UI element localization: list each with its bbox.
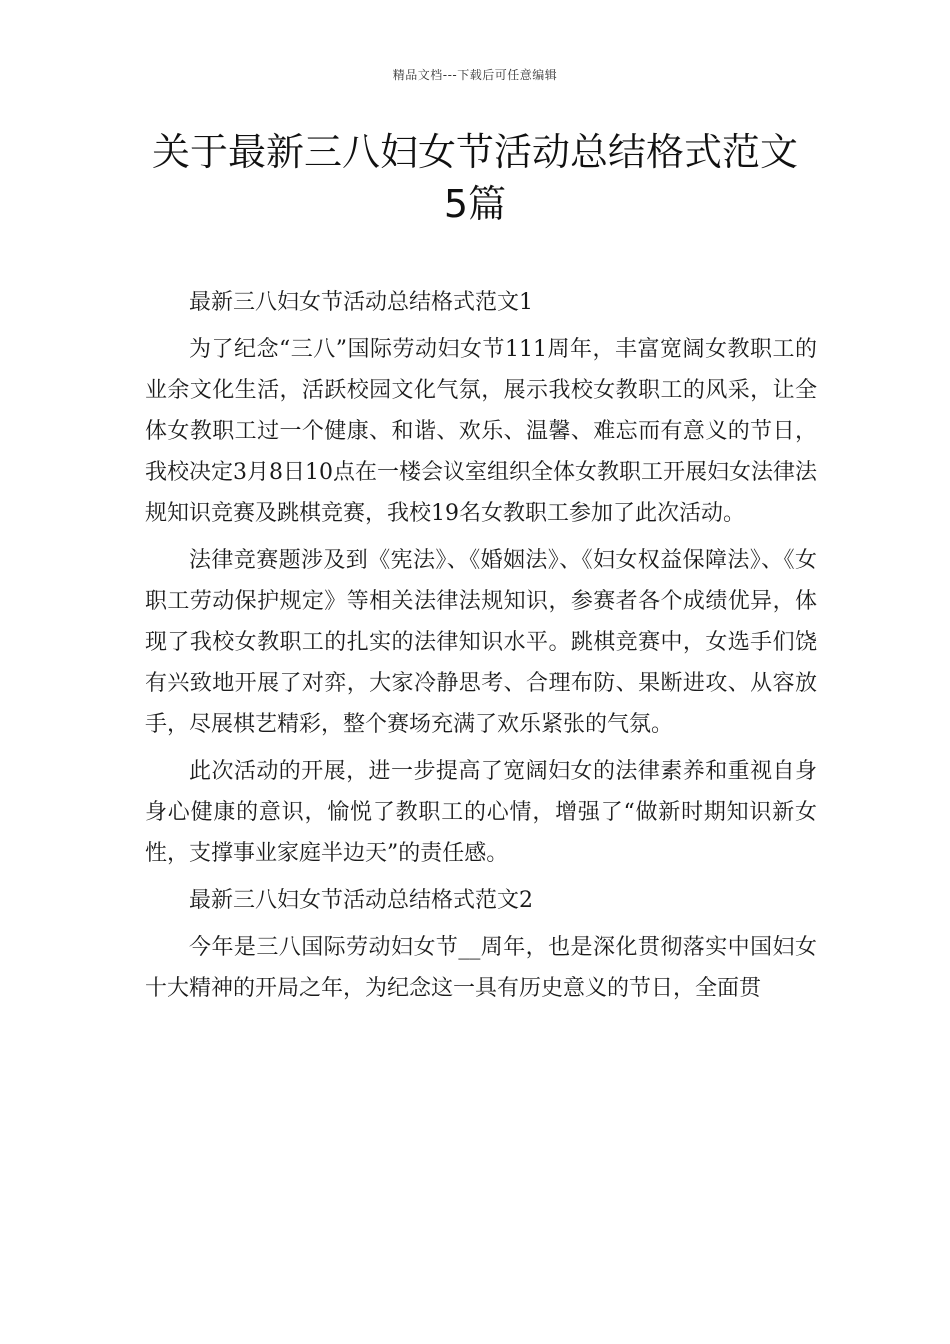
paragraph-4: 今年是三八国际劳动妇女节__周年，也是深化贯彻落实中国妇女十大精神的开局之年，为纪念这一具有历史意义的节日，全面贯 xyxy=(145,935,817,1001)
document-body xyxy=(145,282,817,1015)
document-title-line2: 5篇 xyxy=(443,182,507,226)
header-note: 精品文档---下载后可任意编辑 xyxy=(392,68,558,82)
section-heading-2: 最新三八妇女节活动总结格式范文2 xyxy=(189,888,533,913)
document-title xyxy=(100,126,850,230)
document-title-line1: 关于最新三八妇女节活动总结格式范文 xyxy=(151,130,798,174)
paragraph-1: 为了纪念“三八”国际劳动妇女节111周年，丰富宽阔女教职工的业余文化生活，活跃校园文化气氛，展示我校女教职工的风采，让全体女教职工过一个健康、和谐、欢乐、温馨、难忘而有意义的节日，我校决定3月8日10点在一楼会议室组织全体女教职工开展妇女法律法规知识竞赛及跳棋竞赛，我校19名女教职工参加了此次活动。 xyxy=(145,337,817,526)
paragraph-2: 法律竞赛题涉及到《宪法》、《婚姻法》、《妇女权益保障法》、《女职工劳动保护规定》等相关法律法规知识，参赛者各个成绩优异，体现了我校女教职工的扎实的法律知识水平。跳棋竞赛中，女选手们饶有兴致地开展了对弈，大家冷静思考、合理布防、果断进攻、从容放手，尽展棋艺精彩，整个赛场充满了欢乐紧张的气氛。 xyxy=(145,548,817,737)
paragraph-3: 此次活动的开展，进一步提高了宽阔妇女的法律素养和重视自身身心健康的意识，愉悦了教职工的心情，增强了“做新时期知识新女性，支撑事业家庭半边天”的责任感。 xyxy=(145,759,817,866)
section-heading-1: 最新三八妇女节活动总结格式范文1 xyxy=(189,290,533,315)
